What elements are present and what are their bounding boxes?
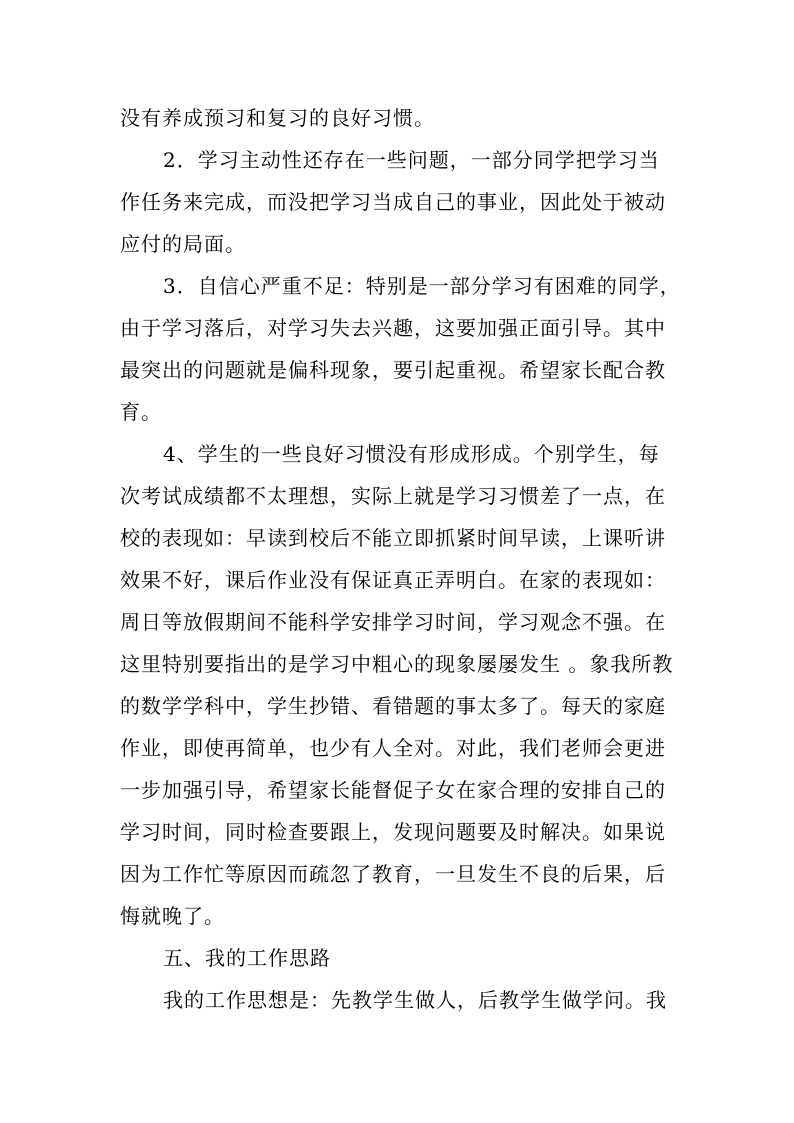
- body-text-line: 学习时间，同时检查要跟上，发现问题要及时解决。如果说: [120, 820, 666, 844]
- body-text-line: 因为工作忙等原因而疏忽了教育，一旦发生不良的后果，后: [120, 862, 666, 886]
- body-text-line: 作任务来完成，而没把学习当成自己的事业，因此处于被动: [120, 190, 666, 214]
- body-text-line: 悔就晚了。: [120, 904, 225, 928]
- list-item-2-first-line: 2．学习主动性还存在一些问题，一部分同学把学习当: [163, 148, 660, 172]
- body-text-line: 作业，即使再简单，也少有人全对。对此，我们老师会更进: [120, 736, 666, 760]
- body-text-line: 由于学习落后，对学习失去兴趣，这要加强正面引导。其中: [120, 316, 666, 340]
- body-text-line: 育。: [120, 400, 162, 424]
- body-text-line: 效果不好，课后作业没有保证真正弄明白。在家的表现如：: [120, 568, 666, 592]
- body-text-line: 校的表现如：早读到校后不能立即抓紧时间早读，上课听讲: [120, 526, 666, 550]
- body-text-line: 周日等放假期间不能科学安排学习时间，学习观念不强。在: [120, 610, 666, 634]
- section-heading: 五、我的工作思路: [163, 946, 331, 970]
- body-text-line: 没有养成预习和复习的良好习惯。: [120, 106, 435, 130]
- body-text-line: 我的工作思想是：先教学生做人，后教学生做学问。我: [163, 988, 667, 1012]
- list-item-4-first-line: 4、学生的一些良好习惯没有形成形成。个别学生，每: [163, 442, 660, 466]
- body-text-line: 的数学学科中，学生抄错、看错题的事太多了。每天的家庭: [120, 694, 666, 718]
- list-item-3-first-line: 3．自信心严重不足：特别是一部分学习有困难的同学，: [163, 274, 681, 298]
- body-text-line: 最突出的问题就是偏科现象，要引起重视。希望家长配合教: [120, 358, 666, 382]
- body-text-line: 一步加强引导，希望家长能督促子女在家合理的安排自己的: [120, 778, 666, 802]
- body-text-line: 次考试成绩都不太理想，实际上就是学习习惯差了一点，在: [120, 484, 666, 508]
- body-text-line: 应付的局面。: [120, 232, 246, 256]
- body-text-line: 这里特别要指出的是学习中粗心的现象屡屡发生 。象我所教: [120, 652, 674, 676]
